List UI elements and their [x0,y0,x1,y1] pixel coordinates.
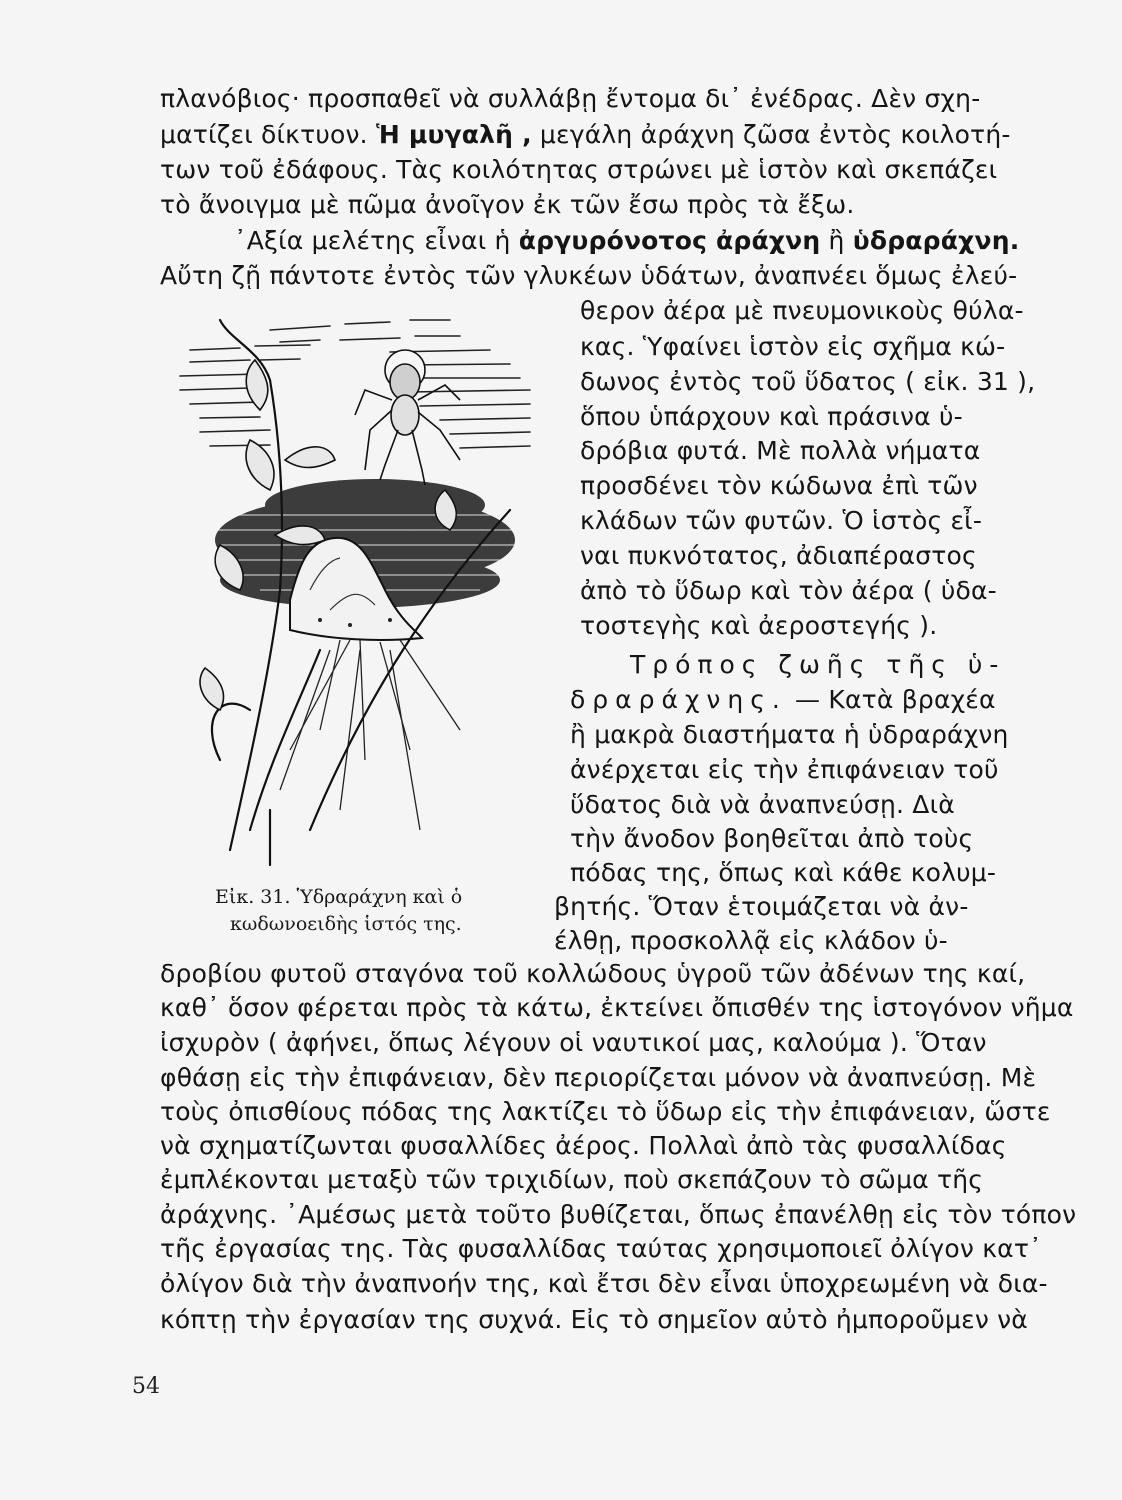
page-number: 54 [132,1374,160,1399]
section-heading: Τρόπος ζωῆς τῆς ὑ- [630,650,1006,679]
text-line: ἰσχυρὸν ( ἀφήνει, ὅπως λέγουν οἱ ναυτικοί μας, καλούμα ). Ὅταν [160,1028,987,1057]
text-line: ματίζει δίκτυον. Ἡ μυγαλῆ , μεγάλη ἀράχνη ζῶσα ἐντὸς κοιλοτή- [160,120,1011,149]
text-line: φθάσῃ εἰς τὴν ἐπιφάνειαν, δὲν περιορίζεται μόνον νὰ ἀναπνεύσῃ. Μὲ [160,1063,1037,1092]
term-ydrarachni: ὑδραράχνη. [852,226,1020,255]
text-line: κας. Ὑφαίνει ἱστὸν εἰς σχῆμα κώ- [580,332,1006,361]
text-line: τοὺς ὀπισθίους πόδας της λακτίζει τὸ ὕδωρ εἰς τὴν ἐπιφάνειαν, ὥστε [160,1097,1051,1126]
text-line: δρόβια φυτά. Μὲ πολλὰ νήματα [580,436,981,465]
text-line: ἢ μακρὰ διαστήματα ἡ ὑδραράχνη [570,720,1009,749]
text-line: καθ᾽ ὅσον φέρεται πρὸς τὰ κάτω, ἐκτείνει ὄπισθέν της ἱστογόνον νῆμα [160,993,1074,1022]
text-line: δωνος ἐντὸς τοῦ ὕδατος ( εἰκ. 31 ), [580,367,1036,396]
text-line: ἀνέρχεται εἰς τὴν ἐπιφάνειαν τοῦ [570,755,999,784]
text-line: ἀπὸ τὸ ὕδωρ καὶ τὸν ἀέρα ( ὑδα- [580,576,997,605]
section-heading-end: δραράχνης. [570,685,787,714]
water-spider-illustration [160,290,550,870]
text-line: βητής. Ὅταν ἑτοιμάζεται νὰ ἀν- [554,892,969,921]
figure-caption-line-2: κωδωνοειδὴς ἱστός της. [230,913,462,935]
term-mygali: Ἡ μυγαλῆ , [375,120,532,149]
text-line: ὀλίγον διὰ τὴν ἀναπνοήν της, καὶ ἔτσι δὲν εἶναι ὑποχρεωμένη νὰ δια- [160,1269,1048,1298]
text-line: προσδένει τὸν κώδωνα ἐπὶ τῶν [580,471,978,500]
text-line: τὴν ἄνοδον βοηθεῖται ἀπὸ τοὺς [570,824,974,853]
term-argyronotos: ἀργυρόνοτος ἀράχνη [518,226,821,255]
text-line: ὕδατος διὰ νὰ ἀναπνεύσῃ. Διὰ [570,790,955,819]
text-line: νὰ σχηματίζωνται φυσαλλίδες ἀέρος. Πολλαὶ ἀπὸ τὰς φυσαλλίδας [160,1131,1007,1160]
text-line: έλθῃ, προσκολλᾷ εἰς κλάδον ὑ- [554,926,948,955]
text-line: τοστεγὴς καὶ ἀεροστεγής ). [580,611,938,640]
figure-caption-line-1: Εἰκ. 31. Ὑδραράχνη καὶ ὁ [215,886,463,908]
text-line: ὅπου ὑπάρχουν καὶ πράσινα ὑ- [580,402,963,431]
text-line: δροβίου φυτοῦ σταγόνα τοῦ κολλώδους ὑγροῦ τῶν ἀδένων της καί, [160,959,1026,988]
text-line: ἐμπλέκονται μεταξὺ τῶν τριχιδίων, ποὺ σκεπάζουν τὸ σῶμα τῆς [160,1165,984,1194]
text-line: πλανόβιος· προσπαθεῖ νὰ συλλάβῃ ἔντομα δι᾽ ἐνέδρας. Δὲν σχη- [160,84,981,113]
text-line: θερον ἀέρα μὲ πνευμονικοὺς θύλα- [580,296,1024,325]
text-line: ἀράχνης. ᾽Αμέσως μετὰ τοῦτο βυθίζεται, ὅπως ἐπανέλθῃ εἰς τὸν τόπον [160,1200,1077,1229]
text-line: ναι πυκνότατος, ἀδιαπέραστος [580,541,977,570]
text-line: τὸ ἄνοιγμα μὲ πῶμα ἀνοῖγον ἐκ τῶν ἔσω πρὸς τὰ ἔξω. [160,190,855,219]
text-line: Αὔτη ζῇ πάντοτε ἐντὸς τῶν γλυκέων ὑδάτων, ἀναπνέει ὅμως ἐλεύ- [160,261,1018,290]
text-line: τῆς ἐργασίας της. Τὰς φυσαλλίδας ταύτας χρησιμοποιεῖ ὀλίγον κατ᾽ [160,1234,1042,1263]
text-line: πόδας της, ὅπως καὶ κάθε κολυμ- [570,858,997,887]
text-line: κόπτῃ τὴν ἐργασίαν της συχνά. Εἰς τὸ σημεῖον αὐτὸ ἠμποροῦμεν νὰ [160,1305,1028,1334]
text-line: ᾽Αξία μελέτης εἶναι ἡ ἀργυρόνοτος ἀράχνη ἢ ὑδραράχνη. [234,226,1020,255]
text-line: κλάδων τῶν φυτῶν. Ὁ ἱστὸς εἶ- [580,506,983,535]
text-line: δραράχνης. — Κατὰ βραχέα [570,685,996,714]
text-line: των τοῦ ἐδάφους. Τὰς κοιλότητας στρώνει μὲ ἱστὸν καὶ σκεπάζει [160,155,998,184]
